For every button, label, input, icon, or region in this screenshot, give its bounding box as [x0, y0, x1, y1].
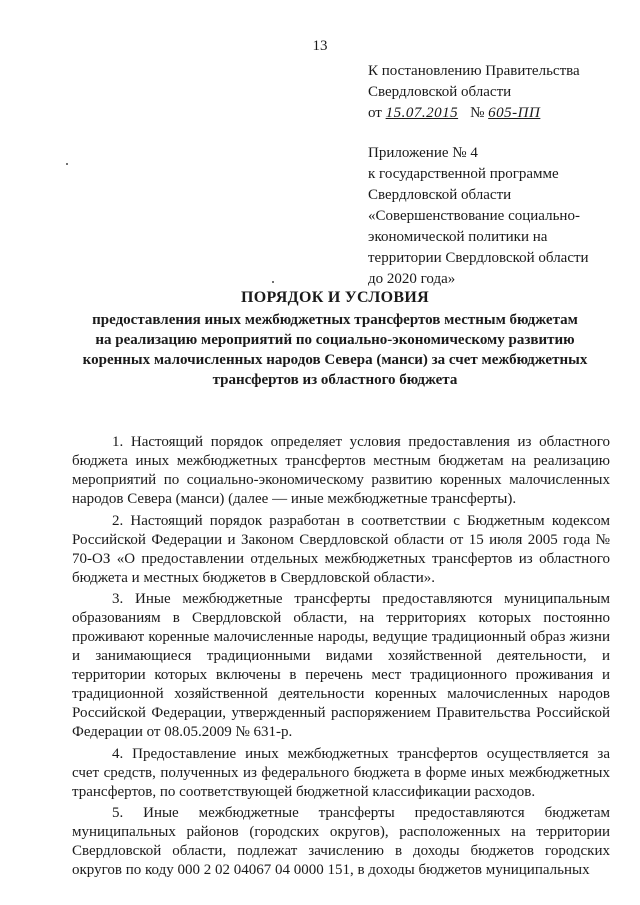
document-body — [72, 433, 610, 883]
paragraph: 4. Предоставление иных межбюджетных трансфертов осуществляется за счет средств, полученных из федерального бюджета в форме иных межбюджетных трансфертов, по соответствующей бюджетной классификации расходов. — [72, 745, 610, 800]
number-prefix: № — [470, 105, 485, 121]
scan-speck — [66, 163, 68, 165]
resolution-date: 15.07.2015 — [385, 105, 459, 121]
appendix-line: «Совершенствование социально- — [368, 208, 580, 224]
title-subline: трансфертов из областного бюджета — [212, 372, 458, 388]
paragraph: 3. Иные межбюджетные трансферты предоставляются муниципальным образованиям в Свердловской области, на территориях которых постоянно проживают коренные малочисленные народы, ведущие традиционный образ жизни и занимающиеся традиционными видами хозяйственной деятельности, и территории которых включены в перечень мест традиционного проживания и традиционной хозяйственной деятельности коренных малочисленных народов Российской Федерации, утвержденный распоряжением Правительства Российской Федерации от 08.05.2009 № 631-р. — [72, 591, 610, 740]
title-main: ПОРЯДОК И УСЛОВИЯ — [241, 289, 429, 306]
title-subline: предоставления иных межбюджетных трансфертов местным бюджетам — [92, 312, 578, 328]
appendix-line: к государственной программе — [368, 166, 559, 182]
appendix-line: до 2020 года» — [368, 271, 456, 287]
title-subline: на реализацию мероприятий по социально-экономическому развитию — [95, 332, 575, 348]
appendix-line: экономической политики на — [368, 229, 548, 245]
document-title — [60, 288, 610, 390]
page-number: 13 — [312, 38, 328, 54]
paragraph: 2. Настоящий порядок разработан в соответствии с Бюджетным кодексом Российской Федерации и Законом Свердловской области от 15 июля 2005 года № 70-ОЗ «О предоставлении отдельных межбюджетных трансфертов из областного бюджета и местных бюджетов в Свердловской области». — [72, 512, 610, 586]
resolution-date-line — [368, 103, 634, 124]
resolution-line-1: К постановлению Правительства — [368, 63, 580, 79]
appendix-line: Приложение № 4 — [368, 145, 478, 161]
title-subline: коренных малочисленных народов Севера (манси) за счет межбюджетных — [82, 352, 588, 368]
resolution-line-2: Свердловской области — [368, 84, 512, 100]
appendix-line: территории Свердловской области — [368, 250, 589, 266]
paragraph: 5. Иные межбюджетные трансферты предоставляются бюджетам муниципальных районов (городских округов), расположенных на территории Свердловской области, подлежат зачислению в доходы бюджетов городских округов по коду 000 2 02 04067 04 0000 151, в доходы бюджетов муниципальных — [72, 805, 610, 878]
resolution-reference — [368, 61, 634, 124]
appendix-reference — [368, 143, 634, 290]
paragraph: 1. Настоящий порядок определяет условия предоставления из областного бюджета иных межбюджетных трансфертов местным бюджетам на реализацию мероприятий по социально-экономическому развитию коренных малочисленных народов Севера (манси) (далее — иные межбюджетные трансферты). — [72, 434, 610, 507]
resolution-number: 605-ПП — [488, 105, 541, 121]
date-prefix: от — [368, 105, 382, 121]
appendix-line: Свердловской области — [368, 187, 512, 203]
scan-speck — [272, 281, 274, 283]
